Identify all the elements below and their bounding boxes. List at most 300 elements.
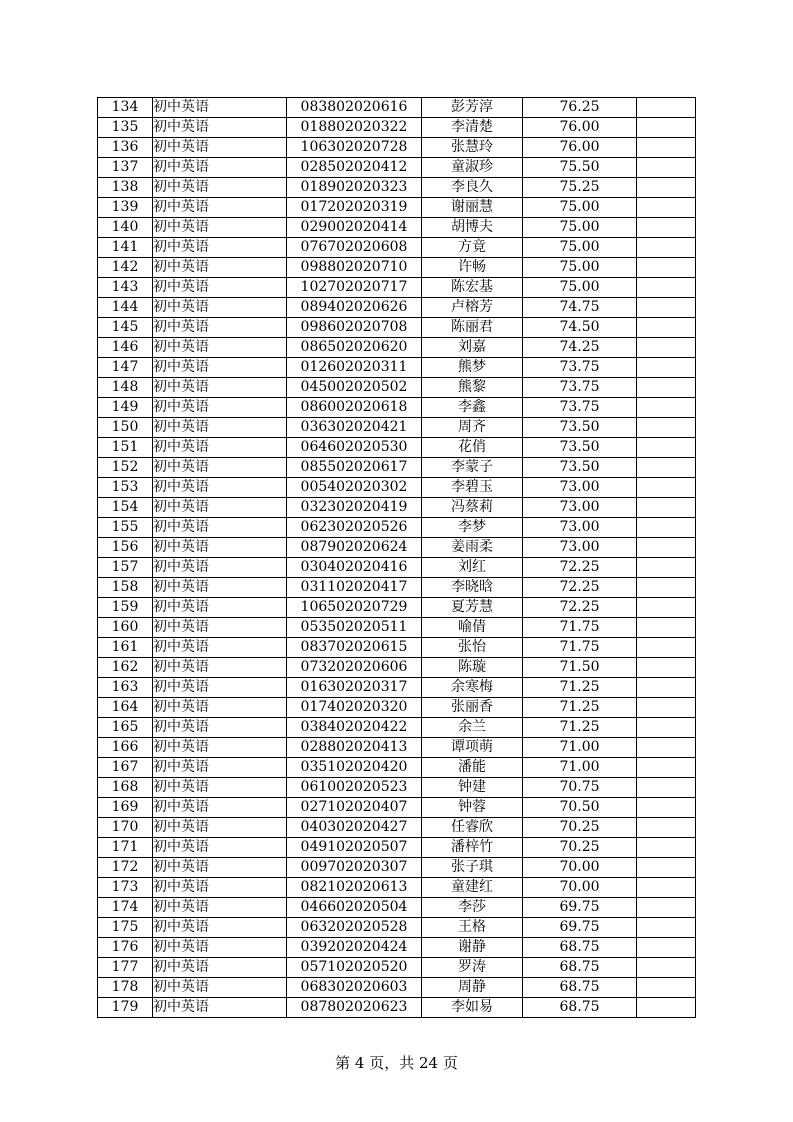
subject-cell: 初中英语	[153, 278, 287, 298]
score-cell: 72.25	[523, 578, 637, 598]
exam-id-cell: 087902020624	[287, 538, 422, 558]
score-cell: 73.00	[523, 538, 637, 558]
subject-cell: 初中英语	[153, 478, 287, 498]
subject-cell: 初中英语	[153, 158, 287, 178]
exam-id-cell: 057102020520	[287, 958, 422, 978]
name-cell: 刘红	[422, 558, 523, 578]
subject-cell: 初中英语	[153, 958, 287, 978]
subject-cell: 初中英语	[153, 778, 287, 798]
subject-cell: 初中英语	[153, 758, 287, 778]
rank-cell: 162	[98, 658, 153, 678]
score-cell: 73.75	[523, 378, 637, 398]
score-cell: 71.25	[523, 678, 637, 698]
note-cell	[637, 418, 696, 438]
exam-id-cell: 102702020717	[287, 278, 422, 298]
exam-id-cell: 098802020710	[287, 258, 422, 278]
exam-id-cell: 086002020618	[287, 398, 422, 418]
table-row	[98, 778, 696, 798]
exam-id-cell: 068302020603	[287, 978, 422, 998]
note-cell	[637, 998, 696, 1018]
subject-cell: 初中英语	[153, 578, 287, 598]
exam-id-cell: 018902020323	[287, 178, 422, 198]
rank-cell: 134	[98, 98, 153, 118]
table-row	[98, 438, 696, 458]
score-cell: 70.75	[523, 778, 637, 798]
score-cell: 71.00	[523, 738, 637, 758]
table-row	[98, 978, 696, 998]
subject-cell: 初中英语	[153, 878, 287, 898]
name-cell: 潘梓竹	[422, 838, 523, 858]
score-cell: 68.75	[523, 958, 637, 978]
score-cell: 73.00	[523, 518, 637, 538]
subject-cell: 初中英语	[153, 838, 287, 858]
note-cell	[637, 158, 696, 178]
name-cell: 张怡	[422, 638, 523, 658]
subject-cell: 初中英语	[153, 678, 287, 698]
table-row	[98, 878, 696, 898]
subject-cell: 初中英语	[153, 418, 287, 438]
subject-cell: 初中英语	[153, 238, 287, 258]
rank-cell: 148	[98, 378, 153, 398]
table-row	[98, 178, 696, 198]
subject-cell: 初中英语	[153, 978, 287, 998]
note-cell	[637, 718, 696, 738]
exam-id-cell: 027102020407	[287, 798, 422, 818]
score-cell: 73.00	[523, 498, 637, 518]
score-cell: 73.00	[523, 478, 637, 498]
score-cell: 76.00	[523, 138, 637, 158]
score-table	[97, 97, 696, 1018]
score-cell: 68.75	[523, 998, 637, 1018]
exam-id-cell: 040302020427	[287, 818, 422, 838]
rank-cell: 142	[98, 258, 153, 278]
score-cell: 71.75	[523, 618, 637, 638]
table-row	[98, 918, 696, 938]
score-cell: 72.25	[523, 558, 637, 578]
name-cell: 周静	[422, 978, 523, 998]
note-cell	[637, 318, 696, 338]
table-row	[98, 278, 696, 298]
name-cell: 熊黎	[422, 378, 523, 398]
rank-cell: 170	[98, 818, 153, 838]
name-cell: 李良久	[422, 178, 523, 198]
note-cell	[637, 258, 696, 278]
subject-cell: 初中英语	[153, 198, 287, 218]
note-cell	[637, 138, 696, 158]
table-row	[98, 558, 696, 578]
name-cell: 刘嘉	[422, 338, 523, 358]
table-row	[98, 798, 696, 818]
table-row	[98, 578, 696, 598]
table-row	[98, 598, 696, 618]
rank-cell: 168	[98, 778, 153, 798]
subject-cell: 初中英语	[153, 998, 287, 1018]
exam-id-cell: 082102020613	[287, 878, 422, 898]
name-cell: 余兰	[422, 718, 523, 738]
exam-id-cell: 076702020608	[287, 238, 422, 258]
rank-cell: 176	[98, 938, 153, 958]
name-cell: 余寒梅	[422, 678, 523, 698]
score-cell: 72.25	[523, 598, 637, 618]
note-cell	[637, 558, 696, 578]
score-cell: 70.00	[523, 878, 637, 898]
rank-cell: 164	[98, 698, 153, 718]
exam-id-cell: 053502020511	[287, 618, 422, 638]
note-cell	[637, 198, 696, 218]
subject-cell: 初中英语	[153, 378, 287, 398]
exam-id-cell: 028802020413	[287, 738, 422, 758]
rank-cell: 171	[98, 838, 153, 858]
exam-id-cell: 031102020417	[287, 578, 422, 598]
score-cell: 69.75	[523, 898, 637, 918]
subject-cell: 初中英语	[153, 798, 287, 818]
exam-id-cell: 038402020422	[287, 718, 422, 738]
subject-cell: 初中英语	[153, 498, 287, 518]
score-cell: 68.75	[523, 978, 637, 998]
score-cell: 71.25	[523, 698, 637, 718]
exam-id-cell: 063202020528	[287, 918, 422, 938]
subject-cell: 初中英语	[153, 738, 287, 758]
exam-id-cell: 017202020319	[287, 198, 422, 218]
score-cell: 73.75	[523, 398, 637, 418]
name-cell: 陈璇	[422, 658, 523, 678]
name-cell: 李蒙子	[422, 458, 523, 478]
score-cell: 70.50	[523, 798, 637, 818]
rank-cell: 163	[98, 678, 153, 698]
name-cell: 张子琪	[422, 858, 523, 878]
name-cell: 冯蔡莉	[422, 498, 523, 518]
note-cell	[637, 238, 696, 258]
subject-cell: 初中英语	[153, 138, 287, 158]
rank-cell: 135	[98, 118, 153, 138]
subject-cell: 初中英语	[153, 218, 287, 238]
table-row	[98, 718, 696, 738]
rank-cell: 172	[98, 858, 153, 878]
score-cell: 73.50	[523, 438, 637, 458]
table-row	[98, 318, 696, 338]
name-cell: 谢静	[422, 938, 523, 958]
name-cell: 李清楚	[422, 118, 523, 138]
exam-id-cell: 028502020412	[287, 158, 422, 178]
rank-cell: 143	[98, 278, 153, 298]
rank-cell: 154	[98, 498, 153, 518]
note-cell	[637, 178, 696, 198]
name-cell: 李碧玉	[422, 478, 523, 498]
rank-cell: 149	[98, 398, 153, 418]
table-row	[98, 638, 696, 658]
subject-cell: 初中英语	[153, 298, 287, 318]
table-row	[98, 138, 696, 158]
subject-cell: 初中英语	[153, 438, 287, 458]
name-cell: 张慧玲	[422, 138, 523, 158]
score-cell: 70.25	[523, 838, 637, 858]
note-cell	[637, 638, 696, 658]
name-cell: 胡博夫	[422, 218, 523, 238]
name-cell: 钟蓉	[422, 798, 523, 818]
name-cell: 李如易	[422, 998, 523, 1018]
note-cell	[637, 578, 696, 598]
score-cell: 75.00	[523, 218, 637, 238]
subject-cell: 初中英语	[153, 938, 287, 958]
note-cell	[637, 698, 696, 718]
table-row	[98, 378, 696, 398]
rank-cell: 137	[98, 158, 153, 178]
table-row	[98, 298, 696, 318]
table-row	[98, 658, 696, 678]
score-cell: 73.50	[523, 458, 637, 478]
name-cell: 周齐	[422, 418, 523, 438]
name-cell: 钟建	[422, 778, 523, 798]
note-cell	[637, 738, 696, 758]
exam-id-cell: 046602020504	[287, 898, 422, 918]
note-cell	[637, 398, 696, 418]
subject-cell: 初中英语	[153, 618, 287, 638]
table-row	[98, 398, 696, 418]
exam-id-cell: 045002020502	[287, 378, 422, 398]
score-cell: 68.75	[523, 938, 637, 958]
table-row	[98, 238, 696, 258]
score-cell: 75.00	[523, 258, 637, 278]
name-cell: 方竟	[422, 238, 523, 258]
score-cell: 74.50	[523, 318, 637, 338]
rank-cell: 151	[98, 438, 153, 458]
subject-cell: 初中英语	[153, 338, 287, 358]
subject-cell: 初中英语	[153, 818, 287, 838]
rank-cell: 158	[98, 578, 153, 598]
name-cell: 谭项萌	[422, 738, 523, 758]
exam-id-cell: 009702020307	[287, 858, 422, 878]
score-cell: 69.75	[523, 918, 637, 938]
name-cell: 童淑珍	[422, 158, 523, 178]
table-row	[98, 258, 696, 278]
note-cell	[637, 818, 696, 838]
score-cell: 71.50	[523, 658, 637, 678]
subject-cell: 初中英语	[153, 598, 287, 618]
subject-cell: 初中英语	[153, 638, 287, 658]
note-cell	[637, 758, 696, 778]
page-footer: 第 4 页，共 24 页	[335, 1054, 458, 1072]
table-row	[98, 358, 696, 378]
note-cell	[637, 538, 696, 558]
rank-cell: 177	[98, 958, 153, 978]
subject-cell: 初中英语	[153, 118, 287, 138]
subject-cell: 初中英语	[153, 858, 287, 878]
subject-cell: 初中英语	[153, 718, 287, 738]
note-cell	[637, 798, 696, 818]
subject-cell: 初中英语	[153, 98, 287, 118]
score-cell: 71.25	[523, 718, 637, 738]
rank-cell: 179	[98, 998, 153, 1018]
note-cell	[637, 358, 696, 378]
name-cell: 李莎	[422, 898, 523, 918]
rank-cell: 153	[98, 478, 153, 498]
rank-cell: 138	[98, 178, 153, 198]
subject-cell: 初中英语	[153, 398, 287, 418]
rank-cell: 157	[98, 558, 153, 578]
note-cell	[637, 838, 696, 858]
score-cell: 73.50	[523, 418, 637, 438]
exam-id-cell: 039202020424	[287, 938, 422, 958]
subject-cell: 初中英语	[153, 538, 287, 558]
exam-id-cell: 086502020620	[287, 338, 422, 358]
name-cell: 李鑫	[422, 398, 523, 418]
score-cell: 70.00	[523, 858, 637, 878]
exam-id-cell: 035102020420	[287, 758, 422, 778]
note-cell	[637, 478, 696, 498]
exam-id-cell: 029002020414	[287, 218, 422, 238]
note-cell	[637, 118, 696, 138]
table-row	[98, 118, 696, 138]
name-cell: 熊梦	[422, 358, 523, 378]
exam-id-cell: 032302020419	[287, 498, 422, 518]
exam-id-cell: 106502020729	[287, 598, 422, 618]
subject-cell: 初中英语	[153, 918, 287, 938]
exam-id-cell: 012602020311	[287, 358, 422, 378]
subject-cell: 初中英语	[153, 358, 287, 378]
note-cell	[637, 298, 696, 318]
note-cell	[637, 958, 696, 978]
name-cell: 姜雨柔	[422, 538, 523, 558]
rank-cell: 136	[98, 138, 153, 158]
name-cell: 夏芳慧	[422, 598, 523, 618]
name-cell: 卢榕芳	[422, 298, 523, 318]
exam-id-cell: 064602020530	[287, 438, 422, 458]
note-cell	[637, 778, 696, 798]
score-cell: 74.75	[523, 298, 637, 318]
note-cell	[637, 618, 696, 638]
exam-id-cell: 061002020523	[287, 778, 422, 798]
exam-id-cell: 106302020728	[287, 138, 422, 158]
table-row	[98, 858, 696, 878]
name-cell: 李梦	[422, 518, 523, 538]
rank-cell: 165	[98, 718, 153, 738]
table-row	[98, 758, 696, 778]
rank-cell: 140	[98, 218, 153, 238]
table-row	[98, 838, 696, 858]
table-row	[98, 338, 696, 358]
score-cell: 70.25	[523, 818, 637, 838]
name-cell: 任睿欣	[422, 818, 523, 838]
exam-id-cell: 083802020616	[287, 98, 422, 118]
subject-cell: 初中英语	[153, 458, 287, 478]
note-cell	[637, 598, 696, 618]
exam-id-cell: 087802020623	[287, 998, 422, 1018]
rank-cell: 146	[98, 338, 153, 358]
note-cell	[637, 938, 696, 958]
score-cell: 71.75	[523, 638, 637, 658]
score-cell: 75.00	[523, 198, 637, 218]
rank-cell: 175	[98, 918, 153, 938]
score-cell: 76.00	[523, 118, 637, 138]
rank-cell: 141	[98, 238, 153, 258]
note-cell	[637, 858, 696, 878]
note-cell	[637, 678, 696, 698]
name-cell: 陈丽君	[422, 318, 523, 338]
table-row	[98, 738, 696, 758]
rank-cell: 178	[98, 978, 153, 998]
score-table-body	[98, 98, 696, 1018]
score-cell: 73.75	[523, 358, 637, 378]
note-cell	[637, 898, 696, 918]
rank-cell: 160	[98, 618, 153, 638]
table-row	[98, 198, 696, 218]
table-row	[98, 478, 696, 498]
subject-cell: 初中英语	[153, 898, 287, 918]
rank-cell: 159	[98, 598, 153, 618]
table-row	[98, 898, 696, 918]
rank-cell: 174	[98, 898, 153, 918]
table-row	[98, 458, 696, 478]
note-cell	[637, 98, 696, 118]
exam-id-cell: 018802020322	[287, 118, 422, 138]
rank-cell: 173	[98, 878, 153, 898]
table-row	[98, 998, 696, 1018]
subject-cell: 初中英语	[153, 318, 287, 338]
table-row	[98, 218, 696, 238]
subject-cell: 初中英语	[153, 258, 287, 278]
exam-id-cell: 098602020708	[287, 318, 422, 338]
exam-id-cell: 073202020606	[287, 658, 422, 678]
subject-cell: 初中英语	[153, 518, 287, 538]
table-row	[98, 418, 696, 438]
score-cell: 75.00	[523, 238, 637, 258]
note-cell	[637, 438, 696, 458]
rank-cell: 167	[98, 758, 153, 778]
note-cell	[637, 378, 696, 398]
name-cell: 张丽香	[422, 698, 523, 718]
rank-cell: 150	[98, 418, 153, 438]
table-row	[98, 498, 696, 518]
exam-id-cell: 030402020416	[287, 558, 422, 578]
rank-cell: 166	[98, 738, 153, 758]
name-cell: 潘能	[422, 758, 523, 778]
rank-cell: 147	[98, 358, 153, 378]
exam-id-cell: 085502020617	[287, 458, 422, 478]
rank-cell: 155	[98, 518, 153, 538]
table-row	[98, 158, 696, 178]
exam-id-cell: 089402020626	[287, 298, 422, 318]
rank-cell: 139	[98, 198, 153, 218]
note-cell	[637, 338, 696, 358]
note-cell	[637, 498, 696, 518]
name-cell: 谢丽慧	[422, 198, 523, 218]
subject-cell: 初中英语	[153, 658, 287, 678]
table-row	[98, 678, 696, 698]
note-cell	[637, 878, 696, 898]
score-cell: 76.25	[523, 98, 637, 118]
note-cell	[637, 518, 696, 538]
table-row	[98, 698, 696, 718]
table-row	[98, 98, 696, 118]
name-cell: 李晓晗	[422, 578, 523, 598]
name-cell: 彭芳淳	[422, 98, 523, 118]
rank-cell: 169	[98, 798, 153, 818]
table-row	[98, 958, 696, 978]
score-cell: 75.25	[523, 178, 637, 198]
name-cell: 喻倩	[422, 618, 523, 638]
table-row	[98, 518, 696, 538]
rank-cell: 156	[98, 538, 153, 558]
exam-id-cell: 017402020320	[287, 698, 422, 718]
rank-cell: 144	[98, 298, 153, 318]
score-cell: 74.25	[523, 338, 637, 358]
table-row	[98, 538, 696, 558]
exam-id-cell: 083702020615	[287, 638, 422, 658]
rank-cell: 152	[98, 458, 153, 478]
subject-cell: 初中英语	[153, 698, 287, 718]
note-cell	[637, 458, 696, 478]
exam-id-cell: 016302020317	[287, 678, 422, 698]
